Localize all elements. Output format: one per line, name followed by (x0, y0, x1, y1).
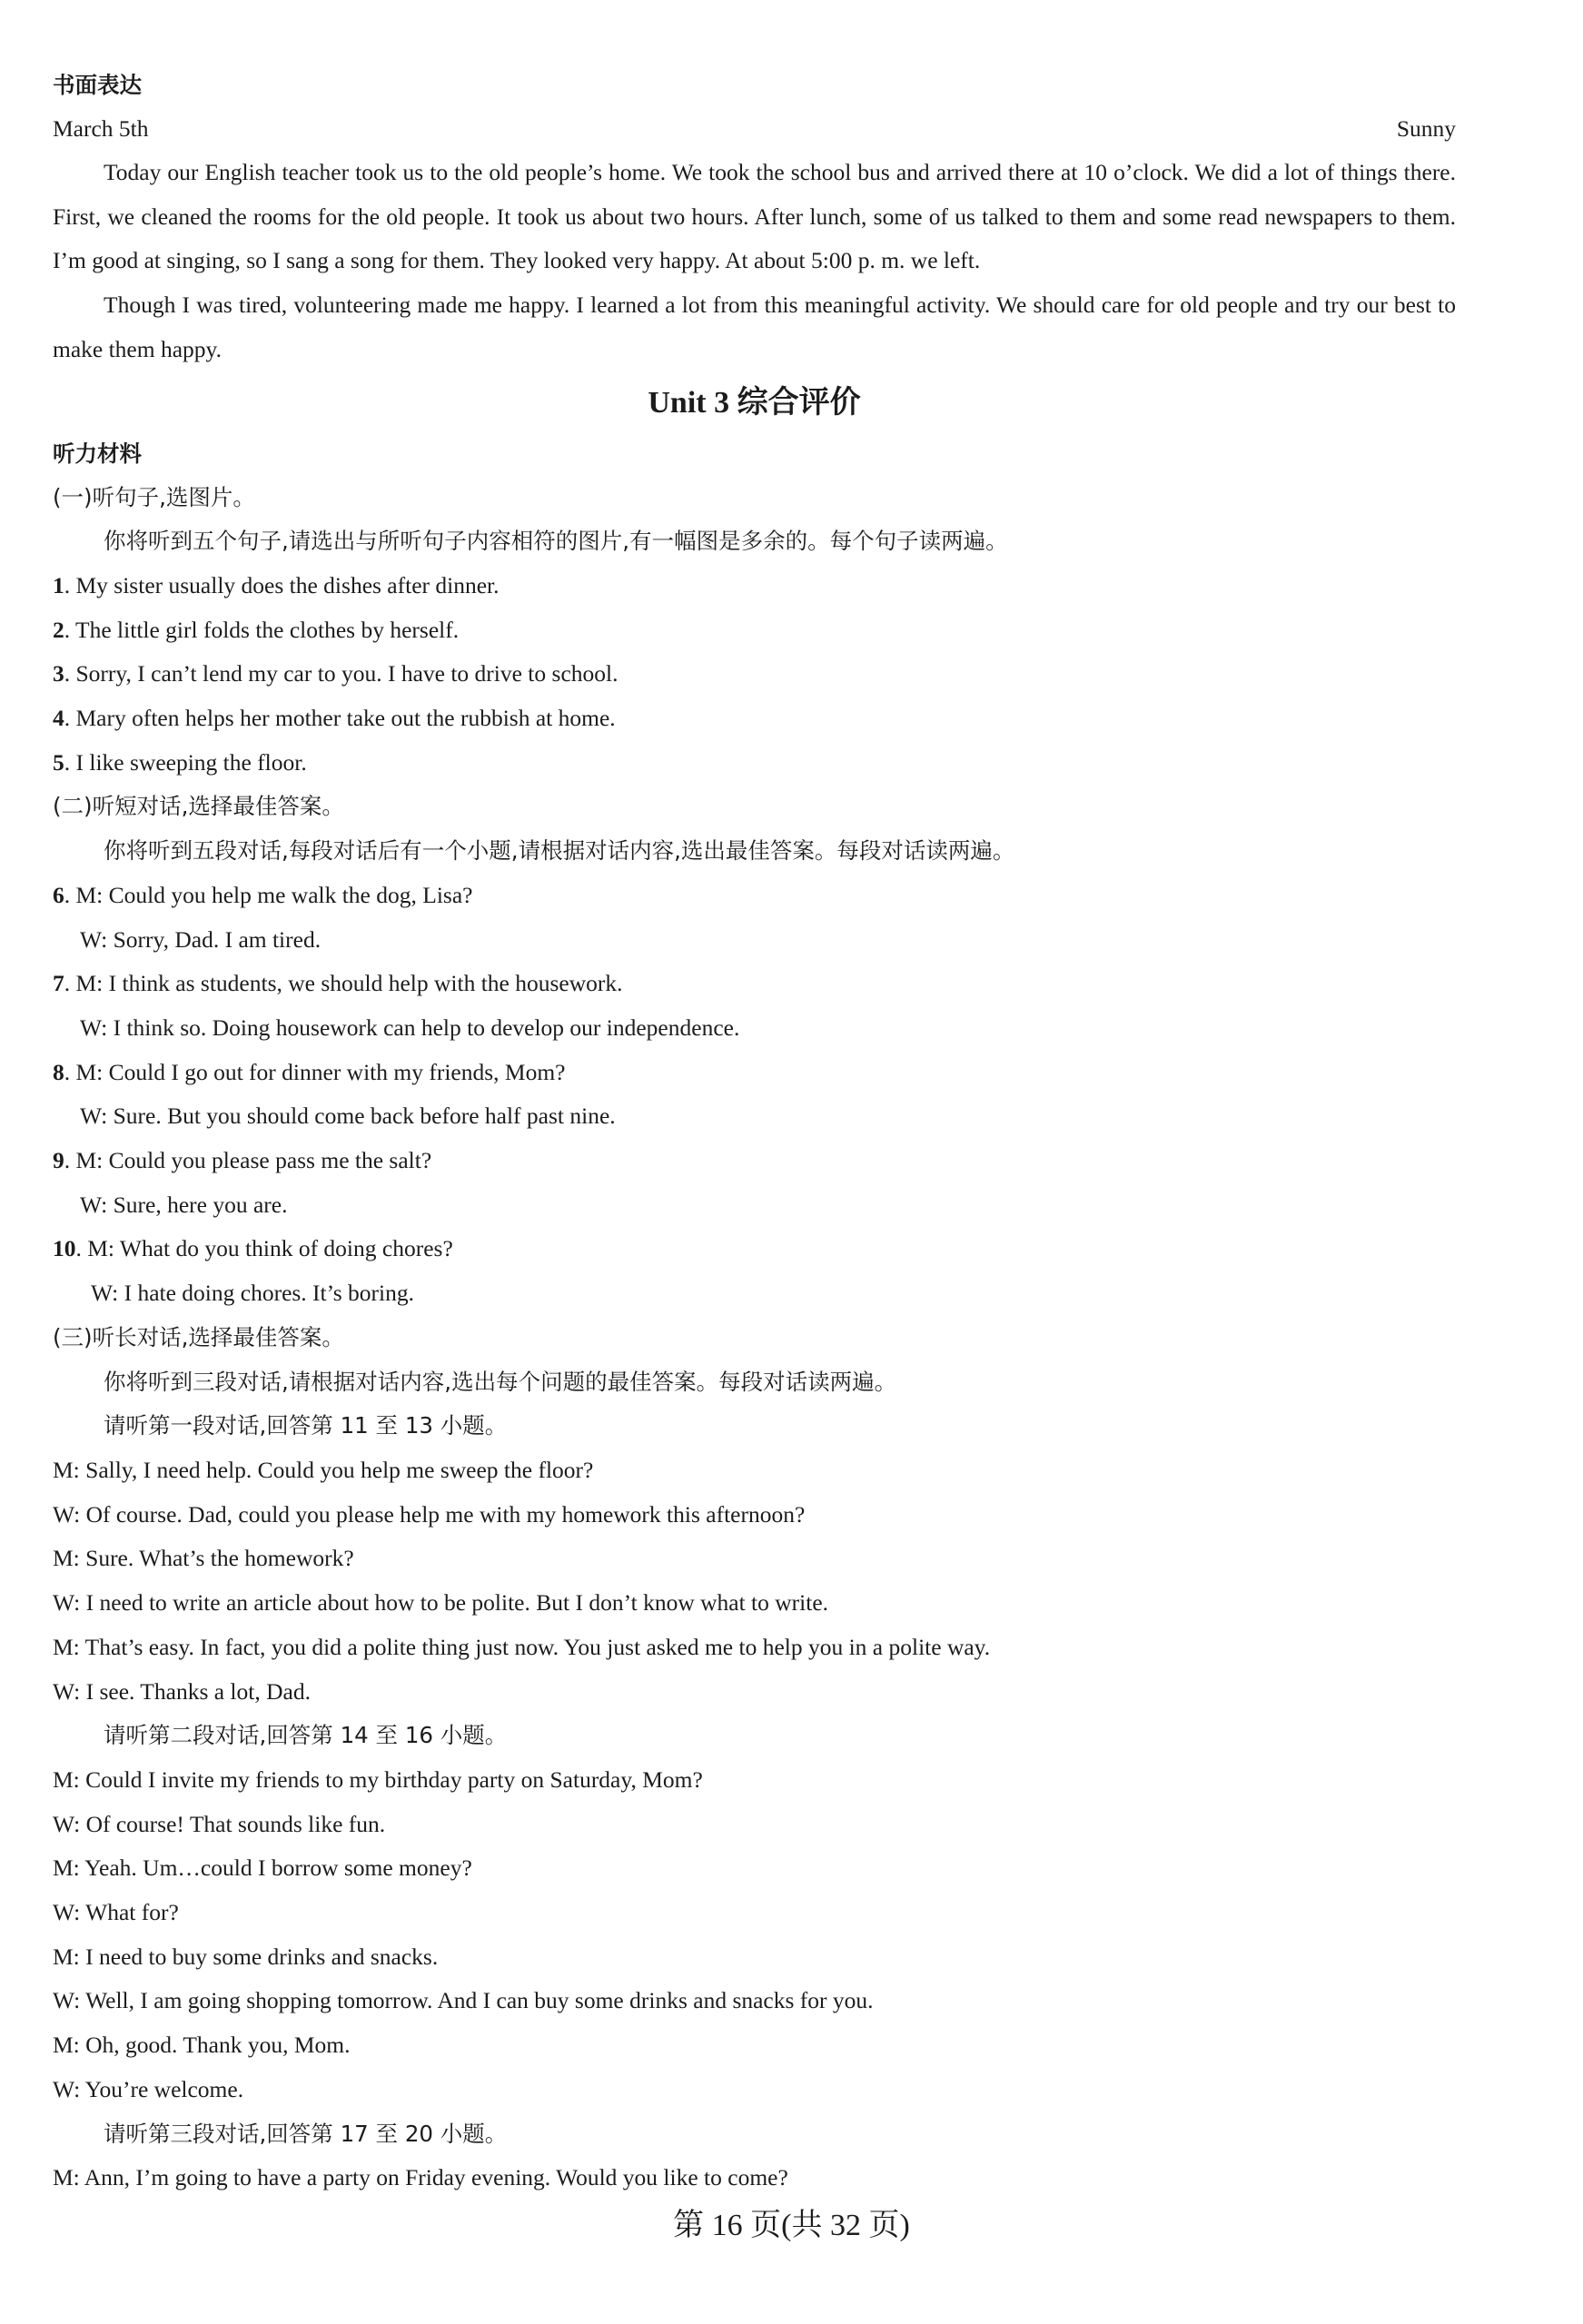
dialog-line: M: Sally, I need help. Could you help me sweep the floor? (53, 1456, 594, 1483)
dialog1-intro: 请听第一段对话,回答第 11 至 13 小题。 (104, 1412, 508, 1439)
part3-instruction: 你将听到三段对话,请根据对话内容,选出每个问题的最佳答案。每段对话读两遍。 (104, 1368, 897, 1395)
dialog-line-m: 7. M: I think as students, we should help with the housework. (53, 970, 623, 997)
dialog-line-m: 10. M: What do you think of doing chores? (53, 1235, 453, 1262)
part2-heading: (二)听短对话,选择最佳答案。 (53, 793, 344, 820)
dialog2-intro: 请听第二段对话,回答第 14 至 16 小题。 (104, 1722, 508, 1749)
dialog-line-m: 6. M: Could you help me walk the dog, Lisa? (53, 881, 473, 908)
dialog-line: M: Yeah. Um…could I borrow some money? (53, 1854, 472, 1882)
list-item: 5. I like sweeping the floor. (53, 748, 307, 776)
writing-paragraph-2: Though I was tired, volunteering made me happy. I learned a lot from this meaningful activity. We should care for old people and try our best to make them happy. (53, 292, 1456, 362)
part1-instruction: 你将听到五个句子,请选出与所听句子内容相符的图片,有一幅图是多余的。每个句子读两遍。 (104, 528, 1008, 555)
dialog-line: W: I see. Thanks a lot, Dad. (53, 1677, 311, 1705)
dialog-line-w: W: Sorry, Dad. I am tired. (80, 925, 322, 953)
list-item: 4. Mary often helps her mother take out the rubbish at home. (53, 705, 616, 732)
dialog-line-w: W: Sure, here you are. (80, 1191, 288, 1218)
dialog-line-m: 9. M: Could you please pass me the salt? (53, 1147, 432, 1174)
document-page (53, 64, 1456, 2200)
list-item: 2. The little girl folds the clothes by herself. (53, 616, 460, 643)
dialog-line-w: W: Sure. But you should come back before half past nine. (80, 1103, 616, 1130)
part2-instruction: 你将听到五段对话,每段对话后有一个小题,请根据对话内容,选出最佳答案。每段对话读两遍。 (104, 837, 1015, 865)
diary-weather: Sunny (1396, 115, 1456, 142)
diary-date: March 5th (53, 115, 149, 142)
dialog-line: M: That’s easy. In fact, you did a polite thing just now. You just asked me to help you in a polite way. (53, 1633, 991, 1660)
dialog-line-w: W: I think so. Doing housework can help to develop our independence. (80, 1014, 740, 1041)
writing-paragraph-1: Today our English teacher took us to the old people’s home. We took the school bus and arrived there at 10 o’clock. We did a lot of things there. First, we cleaned the rooms for the old people. It took us about two hours. After lunch, some of us talked to them and some read newspapers to them. I’m good at singing, so I sang a song for them. They looked very happy. At about 5:00 p. m. we left. (53, 159, 1456, 274)
dialog3-intro: 请听第三段对话,回答第 17 至 20 小题。 (104, 2120, 508, 2147)
list-item: 1. My sister usually does the dishes after dinner. (53, 571, 500, 598)
writing-section-label: 书面表达 (53, 72, 142, 98)
dialog-line: W: Well, I am going shopping tomorrow. And I can buy some drinks and snacks for you. (53, 1987, 874, 2014)
dialog-line: W: What for? (53, 1899, 179, 1926)
dialog-line: W: I need to write an article about how to be polite. But I don’t know what to write. (53, 1589, 829, 1617)
diary-header (53, 107, 1456, 151)
dialog-line: W: You’re welcome. (53, 2075, 244, 2102)
page-footer: 第 16 页(共 32 页) (673, 2209, 910, 2242)
dialog-line: M: I need to buy some drinks and snacks. (53, 1943, 439, 1970)
part1-heading: (一)听句子,选图片。 (53, 483, 255, 510)
part3-heading: (三)听长对话,选择最佳答案。 (53, 1323, 344, 1350)
listening-section-label: 听力材料 (53, 440, 142, 467)
list-item: 3. Sorry, I can’t lend my car to you. I have to drive to school. (53, 660, 618, 687)
dialog-line-w: W: I hate doing chores. It’s boring. (91, 1280, 414, 1307)
dialog-line-m: 8. M: Could I go out for dinner with my friends, Mom? (53, 1058, 566, 1085)
dialog-line: M: Ann, I’m going to have a party on Friday evening. Would you like to come? (53, 2164, 788, 2191)
dialog-line: W: Of course. Dad, could you please help me with my homework this afternoon? (53, 1500, 806, 1528)
dialog-line: M: Sure. What’s the homework? (53, 1545, 354, 1572)
dialog-line: M: Oh, good. Thank you, Mom. (53, 2032, 351, 2059)
dialog-line: M: Could I invite my friends to my birthday party on Saturday, Mom? (53, 1765, 703, 1793)
dialog-line: W: Of course! That sounds like fun. (53, 1810, 386, 1837)
unit-title: Unit 3 综合评价 (648, 385, 861, 420)
